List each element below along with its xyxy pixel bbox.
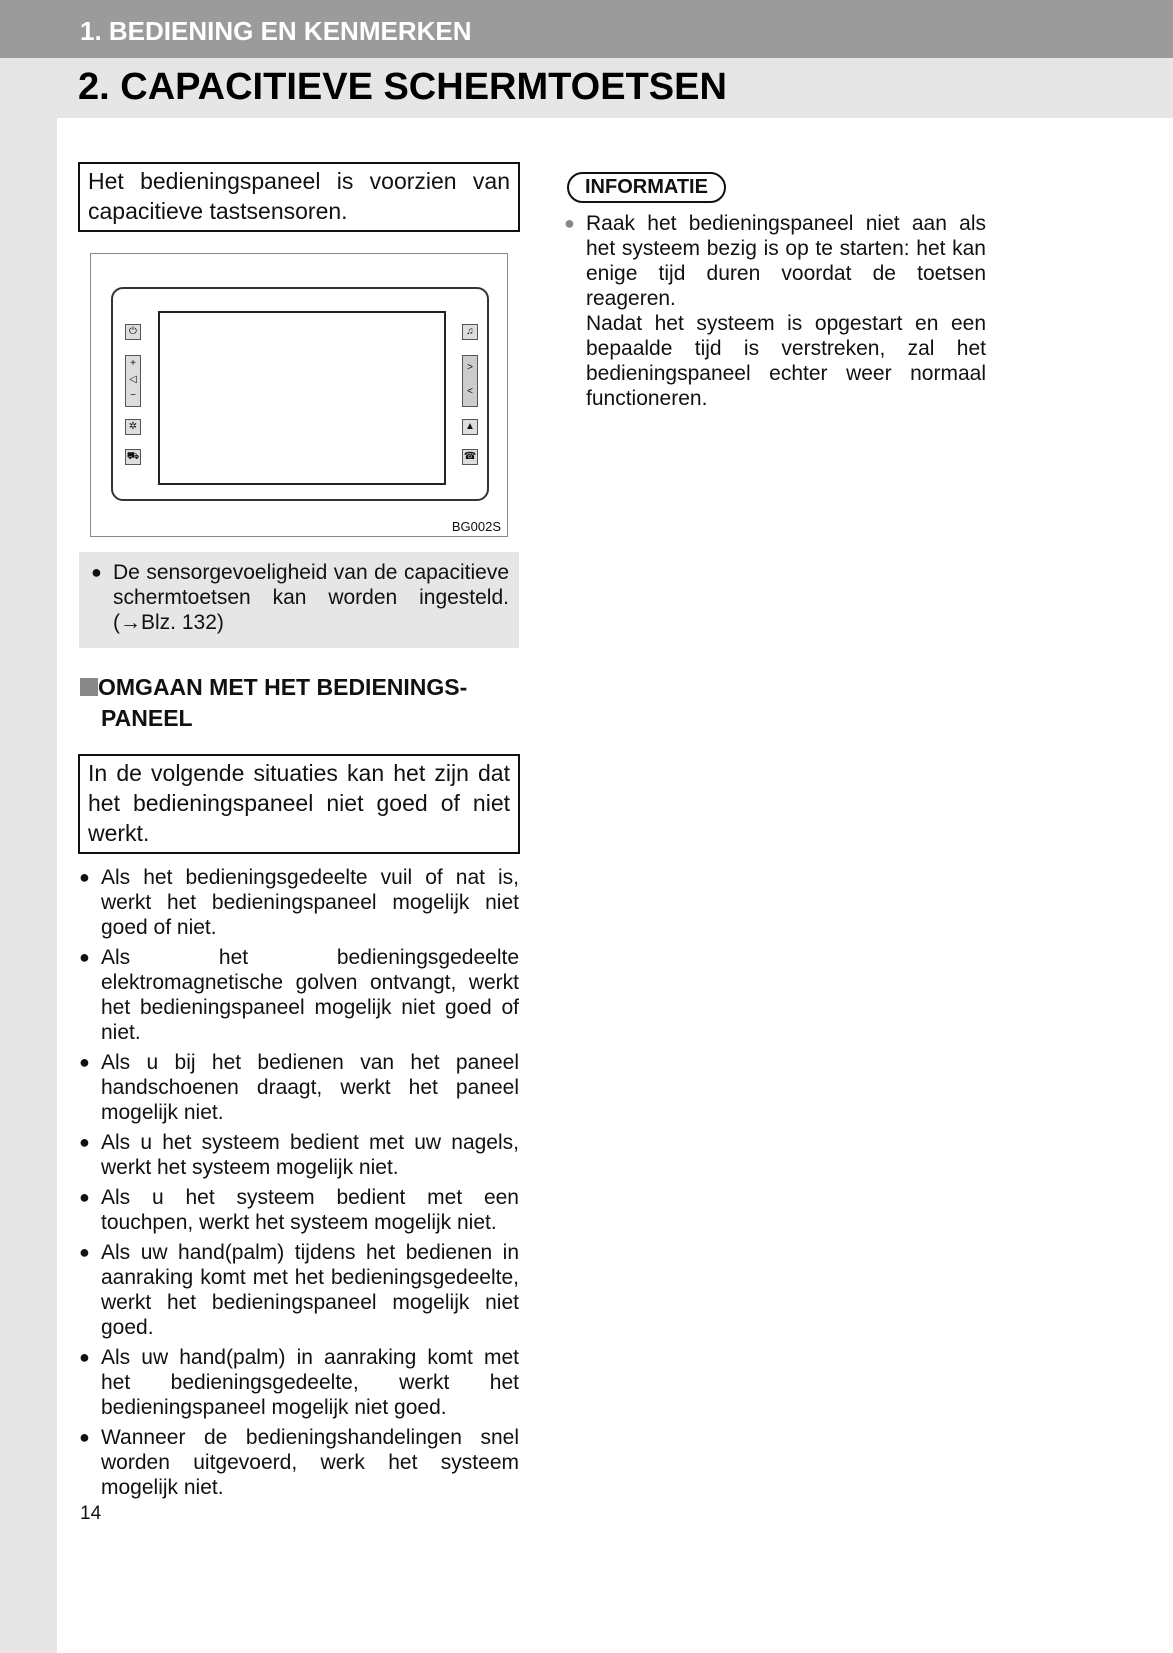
note-text: De sensorgevoeligheid van de capacitieve schermtoetsen kan worden ingesteld. (→Blz. 132): [113, 561, 509, 634]
list-item: [79, 1240, 519, 1340]
bullet-icon: ●: [79, 867, 90, 887]
list-item: [79, 865, 519, 940]
list-item-text: Als u bij het bedienen van het paneel handschoenen draagt, werkt het paneel mogelijk niet.: [101, 1051, 519, 1124]
bullet-icon: ●: [79, 1347, 90, 1367]
seek-down: <: [467, 386, 473, 397]
chapter-title: 1. BEDIENING EN KENMERKEN: [80, 16, 472, 46]
music-icon: ♫: [462, 324, 478, 340]
chapter-header: [0, 0, 1173, 58]
list-item-text: Als uw hand(palm) in aanraking komt met het bedieningsgedeelte, werkt het bedieningspaneel mogelijk niet goed.: [101, 1346, 519, 1419]
info-paragraph: [586, 211, 986, 411]
bullet-icon: ●: [564, 213, 575, 233]
figure-code: BG002S: [451, 519, 501, 534]
phone-icon: ☎: [462, 449, 478, 465]
page-number: 14: [80, 1503, 102, 1524]
intro-box: Het bedieningspaneel is voorzien van capacitieve tastsensoren.: [78, 162, 520, 232]
section-title: 2. CAPACITIEVE SCHERMTOETSEN: [78, 66, 727, 108]
navigation-icon: ▲: [462, 419, 478, 435]
left-margin-strip: [0, 0, 57, 1653]
section-header: [0, 58, 1173, 118]
list-item-text: Als uw hand(palm) tijdens het bedienen in aanraking komt met het bedieningsgedeelte, werkt het bedieningspaneel mogelijk niet goed.: [101, 1241, 519, 1339]
list-item-text: Als het bedieningsgedeelte elektromagnetische golven ontvangt, werkt het bedieningspaneel mogelijk niet goed of niet.: [101, 946, 519, 1044]
subsection-line2: PANEEL: [101, 705, 193, 731]
bullet-icon: ●: [91, 562, 102, 582]
situations-box: In de volgende situaties kan het zijn dat het bedieningspaneel niet goed of niet werkt.: [78, 754, 520, 854]
list-item: [79, 1130, 519, 1180]
list-item: [79, 1345, 519, 1420]
subsection-line1: OMGAAN MET HET BEDIENINGS-: [98, 674, 468, 700]
situations-list: [79, 865, 519, 1505]
list-item-text: Als u het systeem bedient met een touchpen, werkt het systeem mogelijk niet.: [101, 1186, 519, 1234]
speaker-icon: ◁: [129, 374, 137, 385]
volume-plus: +: [130, 358, 136, 369]
list-item: [79, 1185, 519, 1235]
subsection-title: [80, 672, 467, 734]
seek-icon: [462, 355, 478, 407]
bullet-icon: ●: [79, 1132, 90, 1152]
information-badge: INFORMATIE: [567, 172, 726, 203]
list-item-text: Wanneer de bedieningshandelingen snel worden uitgevoerd, werk het systeem mogelijk niet.: [101, 1426, 519, 1499]
volume-minus: −: [130, 390, 136, 401]
bullet-icon: ●: [79, 947, 90, 967]
control-panel-figure: [90, 253, 508, 537]
list-item: [79, 1050, 519, 1125]
bullet-icon: ●: [79, 1187, 90, 1207]
bullet-icon: ●: [79, 1242, 90, 1262]
bullet-icon: ●: [79, 1052, 90, 1072]
note-box: [79, 552, 519, 648]
volume-icon: [125, 355, 141, 407]
panel-bezel: [111, 287, 489, 501]
display-screen: [158, 311, 446, 485]
bullet-icon: ●: [79, 1427, 90, 1447]
power-icon: ⏻: [125, 324, 141, 340]
info-text-1: Raak het bedieningspaneel niet aan als het systeem bezig is op te starten: het kan enige tijd duren voordat de toetsen reageren.: [586, 212, 986, 310]
list-item-text: Als het bedieningsgedeelte vuil of nat is, werkt het bedieningspaneel mogelijk niet goed of niet.: [101, 866, 519, 939]
list-item: [79, 1425, 519, 1500]
list-item-text: Als u het systeem bedient met uw nagels, werkt het systeem mogelijk niet.: [101, 1131, 519, 1179]
climate-icon: ✲: [125, 419, 141, 435]
info-text-2: Nadat het systeem is opgestart en een bepaalde tijd is verstreken, zal het bedieningspaneel echter weer normaal functioneren.: [586, 312, 986, 410]
information-text: [564, 211, 986, 411]
list-item: [79, 945, 519, 1045]
seek-up: >: [467, 362, 473, 373]
car-icon: ⛟: [125, 449, 141, 465]
square-marker-icon: [80, 678, 98, 696]
